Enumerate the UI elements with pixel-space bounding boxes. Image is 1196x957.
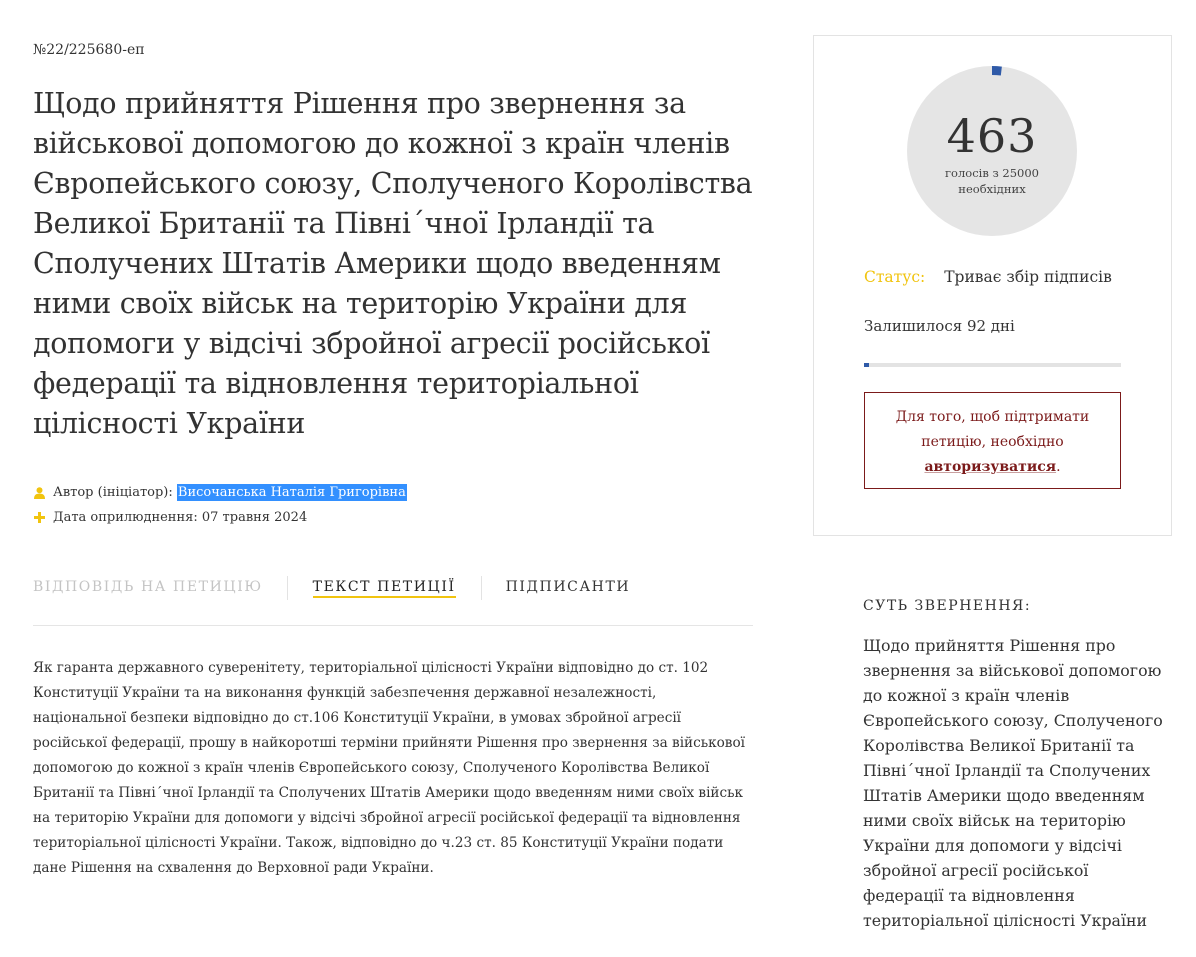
status-value: Триває збір підписів: [944, 268, 1112, 286]
tab-signers[interactable]: ПІДПИСАНТИ: [505, 579, 631, 595]
tab-answer[interactable]: ВІДПОВІДЬ НА ПЕТИЦІЮ: [33, 576, 288, 600]
vote-caption-line1: голосів з 25000: [945, 166, 1039, 180]
status-label: Статус:: [864, 268, 926, 286]
date-label: Дата оприлюднення:: [53, 510, 198, 525]
vote-progress-fill: [864, 363, 869, 367]
summary-text: Щодо прийняття Рішення про звернення за військової допомогою до кожної з країн членів Європейського союзу, Сполученого Королівства Великої Британії та Півні´чної Ірландії та Сполучених Штатів Америки щодо введенням ними своїх військ на територію України для допомоги у відсічі збройної агресії російської федерації та відновлення територіальної цілісності України: [863, 636, 1163, 930]
vote-caption-line2: необхідних: [958, 182, 1026, 196]
auth-text-line2: петицію, необхідно: [921, 434, 1064, 450]
petition-summary: [863, 598, 1173, 933]
auth-text-line1: Для того, щоб підтримати: [895, 409, 1090, 425]
summary-heading: СУТЬ ЗВЕРНЕННЯ:: [863, 598, 1032, 614]
petition-number: №22/225680-еп: [33, 42, 145, 58]
petition-body: Як гаранта державного суверенітету, територіальної цілісності України відповідно до ст. 102 Конституції України та на виконання функцій забезпечення державної незалежності, національної безпеки відповідно до ст.106 Конституції України, в умовах збройної агресії російської федерації, прошу в найкоротші терміни прийняти Рішення про звернення за військової допомогою до кожної з країн членів Європейського союзу, Сполученого Королівства Великої Британії та Півні´чної Ірландії та Сполучених Штатів Америки щодо введенням ними своїх військ на територію України для допомоги у відсічі збройної агресії російської федерації та відновлення територіальної цілісності України. Також, відповідно до ч.23 ст. 85 Конституції України подати дане Рішення на схвалення до Верховної ради України.: [33, 660, 745, 876]
petition-tabs: [33, 576, 753, 626]
author-label: Автор (ініціатор):: [53, 485, 173, 500]
auth-notice: [864, 392, 1121, 489]
login-link[interactable]: авторизуватися: [924, 459, 1057, 475]
date-row: [33, 505, 407, 530]
petition-meta: [33, 480, 407, 530]
date-value: 07 травня 2024: [201, 510, 308, 525]
vote-panel: [813, 35, 1172, 536]
vote-counter: [907, 66, 1077, 236]
vote-count: 463: [946, 109, 1038, 163]
days-remaining: Залишилося 92 дні: [864, 317, 1015, 335]
vote-caption: [907, 165, 1077, 197]
vote-progress-bar: [864, 363, 1121, 367]
author-name[interactable]: Височанська Наталія Григорівна: [177, 485, 406, 500]
author-row: [33, 480, 407, 505]
tab-petition-text-label: ТЕКСТ ПЕТИЦІЇ: [313, 579, 456, 598]
auth-text-end: .: [1056, 459, 1061, 475]
status-row: [864, 268, 1112, 286]
plus-icon: [33, 512, 46, 523]
user-icon: [33, 487, 46, 499]
tab-petition-text[interactable]: [288, 576, 482, 600]
petition-title: Щодо прийняття Рішення про звернення за військової допомогою до кожної з країн членів Європейського союзу, Сполученого Королівства Великої Британії та Півні´чної Ірландії та Сполучених Штатів Америки щодо введенням ними своїх військ на територію України для допомоги у відсічі збройної агресії російської федерації та відновлення територіальної цілісності України: [33, 87, 753, 440]
